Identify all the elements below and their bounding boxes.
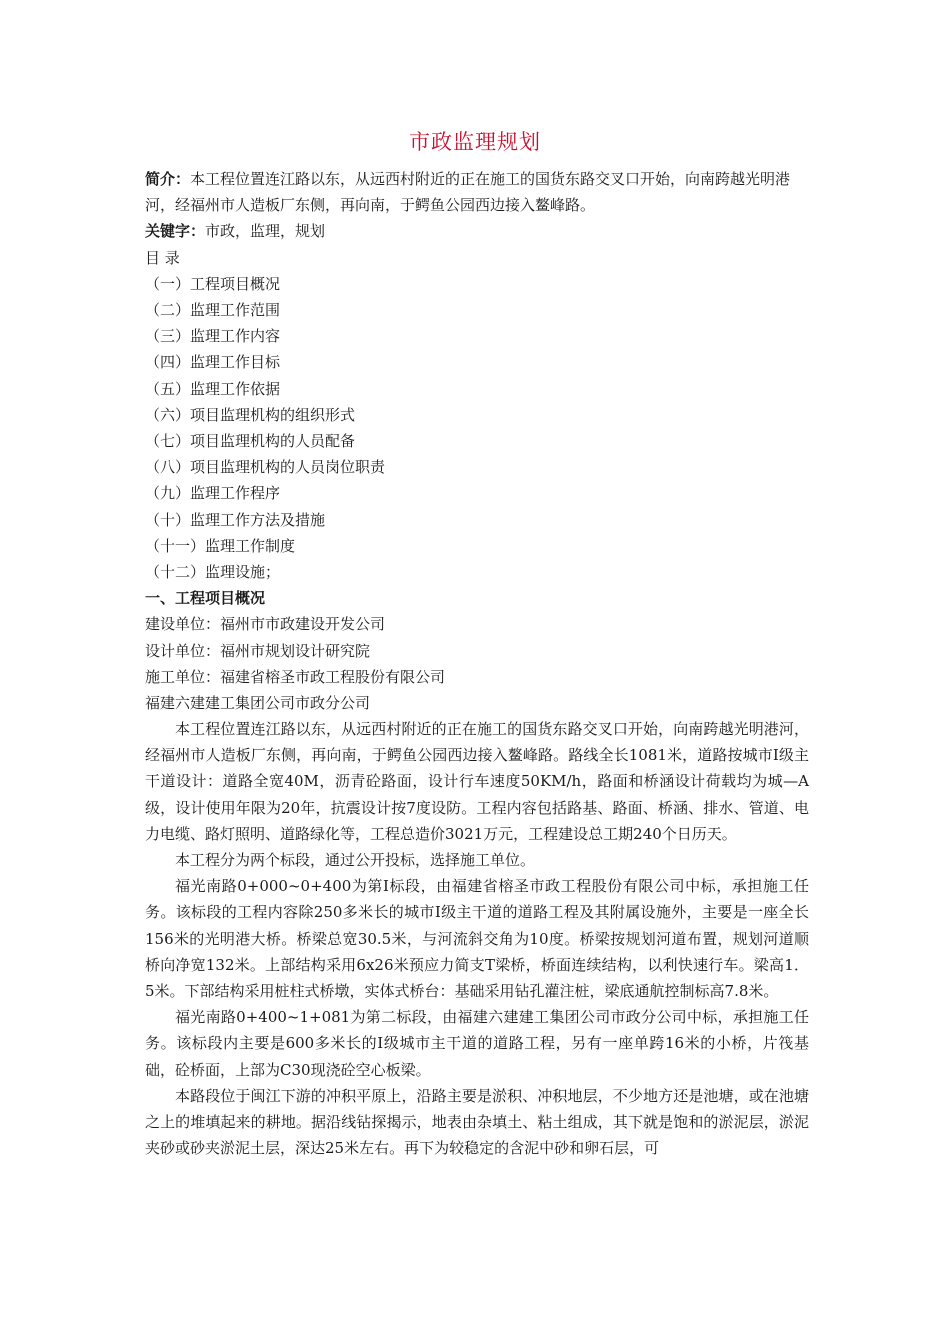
toc-item: （十二）监理设施； bbox=[145, 563, 281, 582]
construction-unit: 建设单位：福州市市政建设开发公司 bbox=[145, 615, 386, 634]
intro-section bbox=[145, 166, 809, 716]
toc-item: （二）监理工作范围 bbox=[145, 301, 281, 320]
body-paragraph: 福光南路0+000~0+400为第Ⅰ标段，由福建省榕圣市政工程股份有限公司中标，承担施工任务。该标段的工程内容除250多米长的城市Ⅰ级主干道的道路工程及其附属设施外，主要是一座全长156米的光明港大桥。桥梁总宽30.5米，与河流斜交角为10度。桥梁按规划河道布置，规划河道顺桥向净宽132米。上部结构采用6x26米预应力简支T梁桥，桥面连续结构，以利快速行车。梁高1．5米。下部结构采用桩柱式桥墩，实体式桥台：基础采用钻孔灌注桩，梁底通航控制标高7.8米。 bbox=[145, 877, 809, 1001]
toc-item: （十）监理工作方法及措施 bbox=[145, 510, 326, 529]
contractor-unit-2: 福建六建建工集团公司市政分公司 bbox=[145, 694, 371, 713]
body-section bbox=[145, 716, 809, 1161]
body-paragraph: 本工程分为两个标段，通过公开投标，选择施工单位。 bbox=[175, 851, 536, 870]
toc-item: （九）监理工作程序 bbox=[145, 484, 281, 503]
toc-item: （八）项目监理机构的人员岗位职责 bbox=[145, 458, 386, 477]
toc-item: （四）监理工作目标 bbox=[145, 353, 281, 372]
keywords-line bbox=[145, 218, 809, 244]
keywords-label: 关键字： bbox=[145, 222, 206, 241]
body-paragraph: 本工程位置连江路以东，从远西村附近的正在施工的国货东路交叉口开始，向南跨越光明港河，经福州市人造板厂东侧，再向南，于鳄鱼公园西边接入鳌峰路。路线全长1081米，道路按城市Ⅰ级主干道设计：道路全宽40M，沥青砼路面，设计行车速度50KM/h，路面和桥涵设计荷载均为城—A级，设计使用年限为20年，抗震设计按7度设防。工程内容包括路基、路面、桥涵、排水、管道、电力电缆、路灯照明、道路绿化等，工程总造价3021万元，工程建设总工期240个日历天。 bbox=[145, 720, 809, 843]
section-heading: 一、工程项目概况 bbox=[145, 589, 266, 608]
document-title: 市政监理规划 bbox=[409, 130, 541, 154]
toc-item: （一）工程项目概况 bbox=[145, 274, 281, 293]
toc-item: （五）监理工作依据 bbox=[145, 379, 281, 398]
intro-label: 简介： bbox=[145, 170, 191, 188]
toc-item: （十一）监理工作制度 bbox=[145, 536, 296, 555]
body-paragraph: 福光南路0+400~1+081为第二标段，由福建六建建工集团公司市政分公司中标，承担施工任务。该标段内主要是600多米长的Ⅰ级城市主干道的道路工程，另有一座单跨16米的小桥，片筏基础，砼桥面，上部为C30现浇砼空心板梁。 bbox=[145, 1008, 809, 1079]
intro-text: 本工程位置连江路以东，从远西村附近的正在施工的国货东路交叉口开始，向南跨越光明港河，经福州市人造板厂东侧，再向南，于鳄鱼公园西边接入鳌峰路。 bbox=[145, 170, 791, 215]
toc-item: （七）项目监理机构的人员配备 bbox=[145, 432, 356, 451]
contractor-unit: 施工单位：福建省榕圣市政工程股份有限公司 bbox=[145, 667, 446, 686]
intro-paragraph bbox=[145, 166, 809, 218]
design-unit: 设计单位：福州市规划设计研究院 bbox=[145, 641, 371, 660]
toc-item: （三）监理工作内容 bbox=[145, 327, 281, 346]
toc-heading: 目 录 bbox=[145, 248, 180, 267]
toc-item: （六）项目监理机构的组织形式 bbox=[145, 405, 356, 424]
body-paragraph: 本路段位于闽江下游的冲积平原上，沿路主要是淤积、冲积地层，不少地方还是池塘，或在池塘之上的堆填起来的耕地。据沿线钻探揭示，地表由杂填土、粘土组成，其下就是饱和的淤泥层，淤泥夹砂或砂夹淤泥土层，深达25米左右。再下为较稳定的含泥中砂和卵石层，可 bbox=[145, 1086, 809, 1158]
keywords-text: 市政，监理，规划 bbox=[205, 222, 326, 241]
